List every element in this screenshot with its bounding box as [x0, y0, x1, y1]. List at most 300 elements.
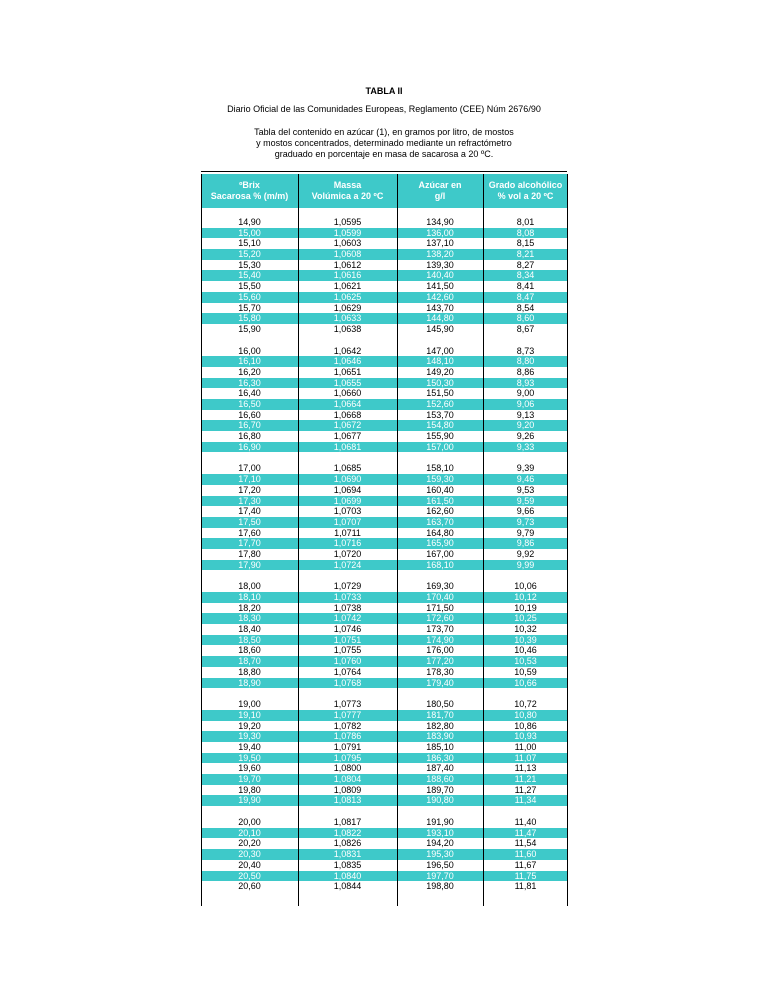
table-row	[201, 731, 568, 742]
row-group	[201, 699, 568, 806]
table-description	[0, 127, 768, 160]
table-row	[201, 313, 568, 324]
table-cell: 196,50	[426, 859, 454, 870]
table-cell: 179,40	[426, 677, 454, 688]
table-cell: 1,0817	[333, 817, 362, 828]
source-reference: Diario Oficial de las Comunidades Europeas, Reglamento (CEE) Núm 2676/90	[227, 104, 541, 114]
table-cell: 9,53	[516, 484, 535, 495]
top-rule	[201, 171, 567, 172]
table-cell: 10,32	[514, 624, 537, 635]
table-cell: 16,10	[238, 356, 261, 367]
table-cell: 19,70	[238, 774, 261, 784]
table-cell: 1,0703	[333, 506, 362, 517]
table-cell: 1,0751	[333, 634, 362, 645]
table-cell: 20,50	[238, 870, 261, 881]
table-row	[201, 656, 568, 667]
table-row	[201, 378, 568, 389]
table-row	[201, 260, 568, 271]
table-cell: 8,01	[516, 217, 535, 227]
table-cell: 195,30	[426, 849, 454, 860]
table-cell: 18,00	[238, 581, 261, 592]
table-cell: 16,50	[238, 399, 261, 409]
table-row	[201, 217, 568, 228]
table-cell: 15,00	[238, 227, 261, 238]
table-cell: 18,30	[238, 613, 261, 624]
table-cell: 1,0791	[333, 741, 362, 752]
table-cell: 187,40	[426, 763, 454, 774]
table-cell: 171,50	[426, 602, 454, 613]
table-cell: 1,0809	[333, 784, 362, 795]
table-cell: 149,20	[426, 366, 454, 377]
table-cell: 8,34	[516, 270, 535, 281]
table-cell: 10,46	[514, 645, 537, 656]
table-cell: 172,60	[426, 613, 454, 624]
table-cell: 10,12	[514, 592, 537, 602]
row-group	[201, 463, 568, 570]
table-cell: 11,07	[514, 752, 537, 763]
table-cell: 198,80	[426, 881, 454, 892]
table-row	[201, 881, 568, 892]
table-cell: 10,86	[514, 720, 537, 731]
table-cell: 141,50	[426, 281, 454, 292]
table-row	[201, 828, 568, 839]
table-cell: 176,00	[426, 645, 454, 656]
table-cell: 137,10	[426, 238, 454, 249]
column-border	[397, 174, 398, 906]
table-cell: 186,30	[426, 752, 454, 763]
table-cell: 163,70	[426, 516, 454, 527]
table-cell: 10,25	[514, 613, 537, 624]
row-group	[201, 817, 568, 892]
table-cell: 20,10	[238, 827, 261, 838]
table-cell: 190,80	[426, 795, 454, 806]
table-cell: 1,0690	[333, 474, 362, 485]
table-cell: 9,59	[516, 495, 535, 506]
table-row	[201, 581, 568, 592]
table-cell: 20,30	[238, 849, 261, 860]
table-cell: 17,20	[238, 484, 261, 495]
table-cell: 10,53	[514, 656, 537, 667]
table-cell: 136,00	[426, 227, 454, 238]
table-cell: 17,60	[238, 527, 261, 538]
table-cell: 154,80	[426, 420, 454, 431]
table-cell: 17,80	[238, 548, 261, 559]
header-line: g/l	[434, 191, 446, 201]
table-cell: 178,30	[426, 666, 454, 677]
table-cell: 16,40	[238, 388, 261, 399]
table-cell: 10,72	[514, 699, 537, 710]
table-cell: 1,0760	[333, 656, 362, 667]
table-cell: 1,0595	[333, 217, 362, 227]
table-cell: 197,70	[426, 870, 454, 881]
table-row	[201, 485, 568, 496]
table-cell: 1,0764	[333, 666, 362, 677]
column-border	[567, 174, 568, 906]
table-cell: 1,0720	[333, 548, 362, 559]
table-row	[201, 399, 568, 410]
table-row	[201, 753, 568, 764]
table-cell: 1,0655	[333, 377, 362, 388]
table-row	[201, 645, 568, 656]
table-cell: 9,33	[516, 441, 535, 452]
table-cell: 17,10	[238, 474, 261, 485]
table-cell: 145,90	[426, 323, 454, 334]
table-cell: 9,00	[516, 388, 535, 399]
table-cell: 1,0777	[333, 709, 362, 720]
table-cell: 8,73	[516, 345, 535, 356]
row-group	[201, 346, 568, 453]
table-cell: 19,90	[238, 795, 261, 806]
header-alcohol	[483, 174, 568, 208]
table-cell: 20,00	[238, 817, 261, 828]
table-cell: 168,10	[426, 559, 454, 570]
table-row	[201, 560, 568, 571]
table-cell: 1,0664	[333, 399, 362, 409]
table-row	[201, 270, 568, 281]
table-cell: 182,80	[426, 720, 454, 731]
table-cell: 152,60	[426, 399, 454, 409]
table-cell: 8,47	[516, 291, 535, 302]
table-cell: 17,70	[238, 538, 261, 549]
table-row	[201, 442, 568, 453]
table-cell: 15,40	[238, 270, 261, 281]
table-cell: 1,0773	[333, 699, 362, 710]
table-cell: 16,20	[238, 366, 261, 377]
table-cell: 142,60	[426, 291, 454, 302]
description-line: graduado en porcentaje en masa de sacarosa a 20 ºC.	[274, 149, 494, 159]
row-group	[201, 581, 568, 688]
table-cell: 11,21	[514, 774, 537, 784]
table-row	[201, 303, 568, 314]
table-cell: 10,06	[514, 581, 537, 592]
table-cell: 1,0629	[333, 302, 362, 313]
table-cell: 1,0800	[333, 763, 362, 774]
table-cell: 148,10	[426, 356, 454, 367]
table-cell: 1,0795	[333, 752, 362, 763]
table-cell: 8,41	[516, 281, 535, 292]
table-cell: 10,59	[514, 666, 537, 677]
table-cell: 160,40	[426, 484, 454, 495]
table-cell: 173,70	[426, 624, 454, 635]
column-border	[201, 174, 202, 906]
table-cell: 17,40	[238, 506, 261, 517]
table-cell: 15,90	[238, 323, 261, 334]
table-row	[201, 463, 568, 474]
table-cell: 1,0646	[333, 356, 362, 367]
table-cell: 15,50	[238, 281, 261, 292]
table-cell: 158,10	[426, 463, 454, 474]
header-density	[298, 174, 397, 208]
table-row	[201, 721, 568, 732]
table-cell: 18,70	[238, 656, 261, 667]
table-cell: 15,20	[238, 249, 261, 260]
table-cell: 1,0835	[333, 859, 362, 870]
table-cell: 138,20	[426, 249, 454, 260]
table-cell: 11,40	[514, 817, 537, 828]
table-cell: 1,0668	[333, 409, 362, 420]
table-cell: 19,60	[238, 763, 261, 774]
table-row	[201, 238, 568, 249]
table-cell: 11,27	[514, 784, 537, 795]
table-cell: 188,60	[426, 774, 454, 784]
table-cell: 1,0625	[333, 291, 362, 302]
table-cell: 8,93	[516, 377, 535, 388]
table-cell: 9,26	[516, 431, 535, 442]
table-row	[201, 795, 568, 806]
table-cell: 162,60	[426, 506, 454, 517]
table-cell: 9,20	[516, 420, 535, 431]
table-cell: 1,0844	[333, 881, 362, 892]
table-cell: 15,60	[238, 291, 261, 302]
table-cell: 19,10	[238, 709, 261, 720]
table-row	[201, 506, 568, 517]
table-row	[201, 763, 568, 774]
table-cell: 15,10	[238, 238, 261, 249]
table-row	[201, 281, 568, 292]
table-cell: 11,00	[514, 741, 537, 752]
table-cell: 1,0711	[334, 527, 361, 538]
sugar-table	[201, 174, 568, 906]
table-row	[201, 420, 568, 431]
table-cell: 10,19	[514, 602, 537, 613]
table-cell: 151,50	[426, 388, 454, 399]
table-cell: 1,0738	[333, 602, 362, 613]
table-row	[201, 710, 568, 721]
table-row	[201, 431, 568, 442]
table-row	[201, 249, 568, 260]
table-cell: 134,90	[426, 217, 454, 227]
table-cell: 1,0755	[333, 645, 362, 656]
table-cell: 1,0621	[333, 281, 362, 292]
table-row	[201, 678, 568, 689]
table-row	[201, 785, 568, 796]
table-cell: 1,0603	[333, 238, 362, 249]
header-brix	[201, 174, 298, 208]
table-row	[201, 774, 568, 785]
table-cell: 1,0716	[333, 538, 362, 549]
table-cell: 14,90	[238, 217, 261, 227]
column-border	[298, 174, 299, 906]
table-cell: 1,0786	[333, 731, 362, 742]
table-cell: 18,50	[238, 634, 261, 645]
table-cell: 9,92	[516, 548, 535, 559]
table-cell: 144,80	[426, 313, 454, 324]
table-cell: 159,30	[426, 474, 454, 485]
table-cell: 194,20	[426, 838, 454, 849]
table-cell: 1,0813	[333, 795, 362, 806]
table-row	[201, 292, 568, 303]
table-cell: 181,70	[426, 709, 454, 720]
table-cell: 18,10	[238, 592, 261, 602]
table-cell: 20,40	[238, 859, 261, 870]
table-cell: 8,80	[516, 356, 535, 367]
table-row	[201, 346, 568, 357]
table-cell: 1,0681	[333, 441, 362, 452]
table-cell: 17,00	[238, 463, 261, 474]
table-cell: 17,90	[238, 559, 261, 570]
table-row	[201, 742, 568, 753]
table-cell: 8,15	[516, 238, 535, 249]
table-row	[201, 860, 568, 871]
table-cell: 164,80	[426, 527, 454, 538]
table-row	[201, 410, 568, 421]
table-cell: 183,90	[426, 731, 454, 742]
table-cell: 1,0831	[333, 849, 362, 860]
table-cell: 19,00	[238, 699, 261, 710]
table-cell: 9,06	[516, 399, 535, 409]
table-cell: 19,80	[238, 784, 261, 795]
table-cell: 1,0694	[333, 484, 362, 495]
table-cell: 161,50	[426, 495, 454, 506]
table-cell: 15,70	[238, 302, 261, 313]
table-cell: 1,0633	[333, 313, 362, 324]
table-cell: 165,90	[426, 538, 454, 549]
table-cell: 19,30	[238, 731, 261, 742]
table-cell: 180,50	[426, 699, 454, 710]
table-cell: 10,66	[514, 677, 537, 688]
table-cell: 1,0638	[333, 323, 362, 334]
table-cell: 11,47	[514, 827, 537, 838]
table-cell: 1,0608	[333, 249, 362, 260]
table-cell: 1,0733	[333, 592, 362, 602]
table-cell: 10,39	[514, 634, 537, 645]
table-cell: 1,0746	[333, 624, 362, 635]
table-row	[201, 538, 568, 549]
table-cell: 140,40	[426, 270, 454, 281]
table-cell: 20,60	[238, 881, 261, 892]
table-cell: 1,0782	[333, 720, 362, 731]
table-cell: 17,50	[238, 516, 261, 527]
table-cell: 1,0672	[333, 420, 362, 431]
table-row	[201, 838, 568, 849]
table-row	[201, 699, 568, 710]
table-cell: 9,79	[516, 527, 535, 538]
table-cell: 193,10	[426, 827, 454, 838]
table-cell: 9,86	[516, 538, 535, 549]
table-cell: 1,0612	[333, 259, 362, 270]
table-cell: 8,54	[516, 302, 535, 313]
table-row	[201, 592, 568, 603]
table-cell: 15,30	[238, 259, 261, 270]
table-cell: 185,10	[426, 741, 454, 752]
table-row	[201, 849, 568, 860]
table-cell: 18,40	[238, 624, 261, 635]
table-row	[201, 356, 568, 367]
table-cell: 8,21	[516, 249, 535, 260]
table-cell: 8,86	[516, 366, 535, 377]
table-cell: 189,70	[426, 784, 454, 795]
table-cell: 9,73	[516, 516, 535, 527]
table-header	[201, 174, 568, 208]
table-cell: 1,0822	[333, 827, 362, 838]
header-line: % vol a 20 ºC	[497, 191, 554, 201]
table-cell: 167,00	[426, 548, 454, 559]
table-cell: 1,0651	[333, 366, 362, 377]
table-cell: 8,27	[516, 259, 535, 270]
header-line: Massa	[333, 180, 362, 190]
table-body	[201, 217, 568, 903]
table-cell: 169,30	[426, 581, 454, 592]
header-line: Grado alcohólico	[488, 180, 563, 190]
table-row	[201, 817, 568, 828]
description-line: y mostos concentrados, determinado mediante un refractómetro	[256, 138, 512, 148]
table-row	[201, 474, 568, 485]
table-cell: 11,60	[514, 849, 537, 860]
table-row	[201, 324, 568, 335]
table-cell: 11,67	[514, 859, 537, 870]
table-cell: 10,80	[514, 709, 537, 720]
table-cell: 11,75	[514, 870, 537, 881]
table-row	[201, 528, 568, 539]
table-cell: 16,30	[238, 377, 261, 388]
table-cell: 18,20	[238, 602, 261, 613]
table-cell: 1,0729	[333, 581, 362, 592]
table-cell: 10,93	[514, 731, 537, 742]
table-cell: 8,67	[516, 323, 535, 334]
table-row	[201, 367, 568, 378]
table-cell: 11,13	[514, 763, 537, 774]
header-line: Volúmica a 20 ºC	[311, 191, 384, 201]
table-cell: 1,0677	[333, 431, 362, 442]
table-cell: 1,0685	[333, 463, 362, 474]
row-group	[201, 217, 568, 335]
table-cell: 9,13	[516, 409, 535, 420]
page-title: TABLA II	[365, 86, 403, 96]
table-cell: 9,46	[516, 474, 535, 485]
table-row	[201, 517, 568, 528]
table-cell: 9,99	[516, 559, 535, 570]
table-cell: 155,90	[426, 431, 454, 442]
header-line: Sacarosa % (m/m)	[210, 191, 289, 201]
table-cell: 1,0742	[333, 613, 362, 624]
table-cell: 16,00	[238, 345, 261, 356]
table-cell: 11,54	[514, 838, 537, 849]
table-cell: 9,39	[516, 463, 535, 474]
table-cell: 147,00	[426, 345, 454, 356]
table-cell: 16,80	[238, 431, 261, 442]
table-row	[201, 496, 568, 507]
table-cell: 11,34	[514, 795, 537, 806]
table-cell: 19,50	[238, 752, 261, 763]
table-cell: 150,30	[426, 377, 454, 388]
table-cell: 1,0724	[333, 559, 362, 570]
table-cell: 157,00	[426, 441, 454, 452]
table-cell: 1,0642	[333, 345, 362, 356]
header-line: ºBrix	[239, 180, 260, 190]
table-cell: 18,80	[238, 666, 261, 677]
table-cell: 8,60	[516, 313, 535, 324]
table-cell: 1,0707	[333, 516, 362, 527]
table-cell: 17,30	[238, 495, 261, 506]
table-row	[201, 613, 568, 624]
table-cell: 20,20	[238, 838, 261, 849]
header-sugar	[397, 174, 483, 208]
table-row	[201, 228, 568, 239]
table-cell: 16,70	[238, 420, 261, 431]
table-cell: 18,60	[238, 645, 261, 656]
table-cell: 1,0616	[333, 270, 362, 281]
table-cell: 9,66	[516, 506, 535, 517]
table-row	[201, 549, 568, 560]
table-cell: 1,0599	[333, 227, 362, 238]
table-cell: 1,0660	[333, 388, 362, 399]
table-cell: 19,20	[238, 720, 261, 731]
table-cell: 1,0840	[333, 870, 362, 881]
table-cell: 16,60	[238, 409, 261, 420]
table-cell: 8,08	[516, 227, 535, 238]
table-cell: 143,70	[426, 302, 454, 313]
table-cell: 16,90	[238, 441, 261, 452]
